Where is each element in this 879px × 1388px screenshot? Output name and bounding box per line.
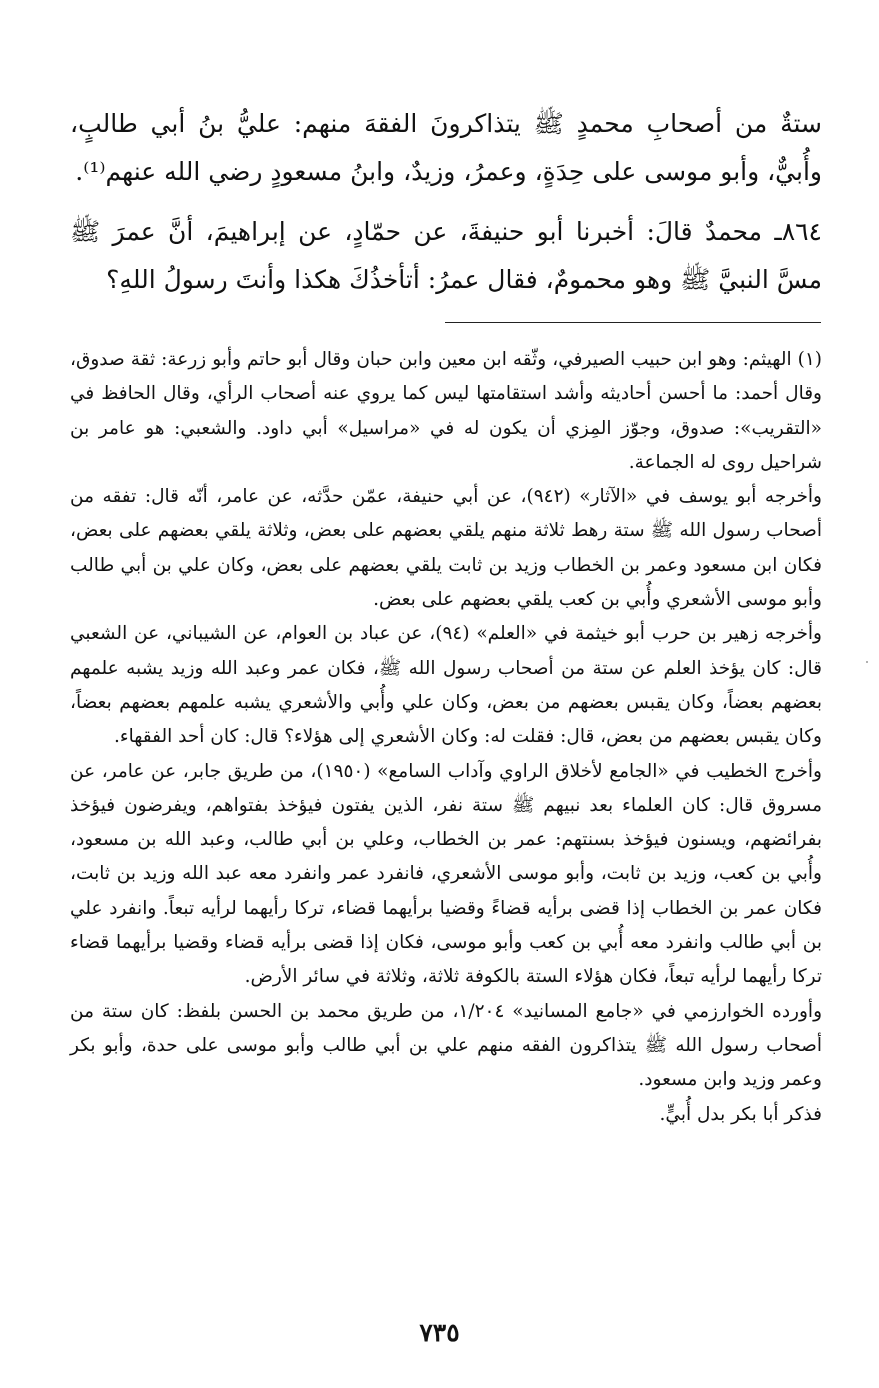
main-text [70, 100, 822, 304]
footnote-paragraph: (١) الهيثم: وهو ابن حبيب الصيرفي، وثّقه ابن معين وابن حبان وقال أبو حاتم وأبو زرعة: ثقة صدوق، وقال أحمد: ما أحسن أحاديثه وأشد استقامتها ليس كما يروي عنه أصحاب الرأي، وقال الحافظ في «التقريب»: صدوق، وجوّز المِزي أن يكون له في «مراسيل» أبي داود. والشعبي: هو عامر بن شراحيل روى له الجماعة. [70, 349, 822, 473]
footnote-paragraph: وأخرجه أبو يوسف في «الآثار» (٩٤٢)، عن أبي حنيفة، عمّن حدَّثه، عن عامر، أنّه قال: تفقه من أصحاب رسول الله ﷺ ستة رهط ثلاثة منهم يلقي بعضهم على بعض، وثلاثة يلقي بعضهم على بعض، فكان ابن مسعود وعمر بن الخطاب وزيد بن ثابت يلقي بعضهم على بعض، وكان علي بن أبي طالب وأبو موسى الأشعري وأُبي بن كعب يلقي بعضهم على بعض. [70, 486, 822, 611]
main-paragraph: ستةٌ من أصحابِ محمدٍ ﷺ يتذاكرونَ الفقهَ منهم: عليُّ بنُ أبي طالبٍ، وأُبيٌّ، وأبو موسى على حِدَةٍ، وعمرُ، وزيدٌ، وابنُ مسعودٍ رضي الله عنهم⁽¹⁾. [70, 109, 822, 186]
footnote-paragraph: فذكر أبا بكر بدل أُبيٍّ. [659, 1103, 822, 1125]
page-number: ٧٣٥ [419, 1318, 460, 1347]
footnote-paragraph: وأخرجه زهير بن حرب أبو خيثمة في «العلم» (٩٤)، عن عباد بن العوام، عن الشيباني، عن الشعبي قال: كان يؤخذ العلم عن ستة من أصحاب رسول الله ﷺ، فكان عمر وعبد الله وزيد يشبه علمهم بعضهم بعضاً، وكان يقبس بعضهم من بعض، وكان علي وأُبي والأشعري يشبه علمهم بعضهم بعضاً، وكان يقبس بعضهم من بعض، قال: فقلت له: وكان الأشعري إلى هؤلاء؟ قال: كان أحد الفقهاء. [70, 623, 822, 748]
footnote-divider [445, 322, 821, 323]
margin-mark [866, 661, 868, 663]
main-paragraph: ٨٦٤ـ محمدٌ قالَ: أخبرنا أبو حنيفةَ، عن حمّادٍ، عن إبراهيمَ، أنَّ عمرَ ﷺ مسَّ النبيَّ ﷺ وهو محمومٌ، فقال عمرُ: أتأخذُكَ هكذا وأنتَ رسولُ اللهِ؟ [70, 217, 822, 294]
footnote-paragraph: وأخرج الخطيب في «الجامع لأخلاق الراوي وآداب السامع» (١٩٥٠)، من طريق جابر، عن عامر، عن مسروق قال: كان العلماء بعد نبيهم ﷺ ستة نفر، الذين يفتون فيؤخذ بفتواهم، ويفرضون فيؤخذ بفرائضهم، ويسنون فيؤخذ بسنتهم: عمر بن الخطاب، وعلي بن أبي طالب، وعبد الله بن مسعود، وأُبي بن كعب، وزيد بن ثابت، وأبو موسى الأشعري، فانفرد عمر وانفرد معه عبد الله وزيد بن ثابت، فكان عمر بن الخطاب إذا قضى برأيه قضاءً وقضيا برأيهما قضاء، تركا رأيهما لرأيه تبعاً. وانفرد علي بن أبي طالب وانفرد معه أُبي بن كعب وأبو موسى، فكان إذا قضى برأيه قضاء وقضيا برأيهما قضاء تركا رأيهما لرأيه تبعاً، فكان هؤلاء الستة بالكوفة ثلاثة، وثلاثة في سائر الأرض. [70, 760, 822, 988]
footnote-paragraph: وأورده الخوارزمي في «جامع المسانيد» ١/٢٠٤، من طريق محمد بن الحسن بلفظ: كان ستة من أصحاب رسول الله ﷺ يتذاكرون الفقه منهم علي بن أبي طالب وأبو موسى على حدة، وأبو بكر وعمر وزيد وابن مسعود. [70, 1000, 822, 1091]
footnotes [70, 343, 822, 1132]
